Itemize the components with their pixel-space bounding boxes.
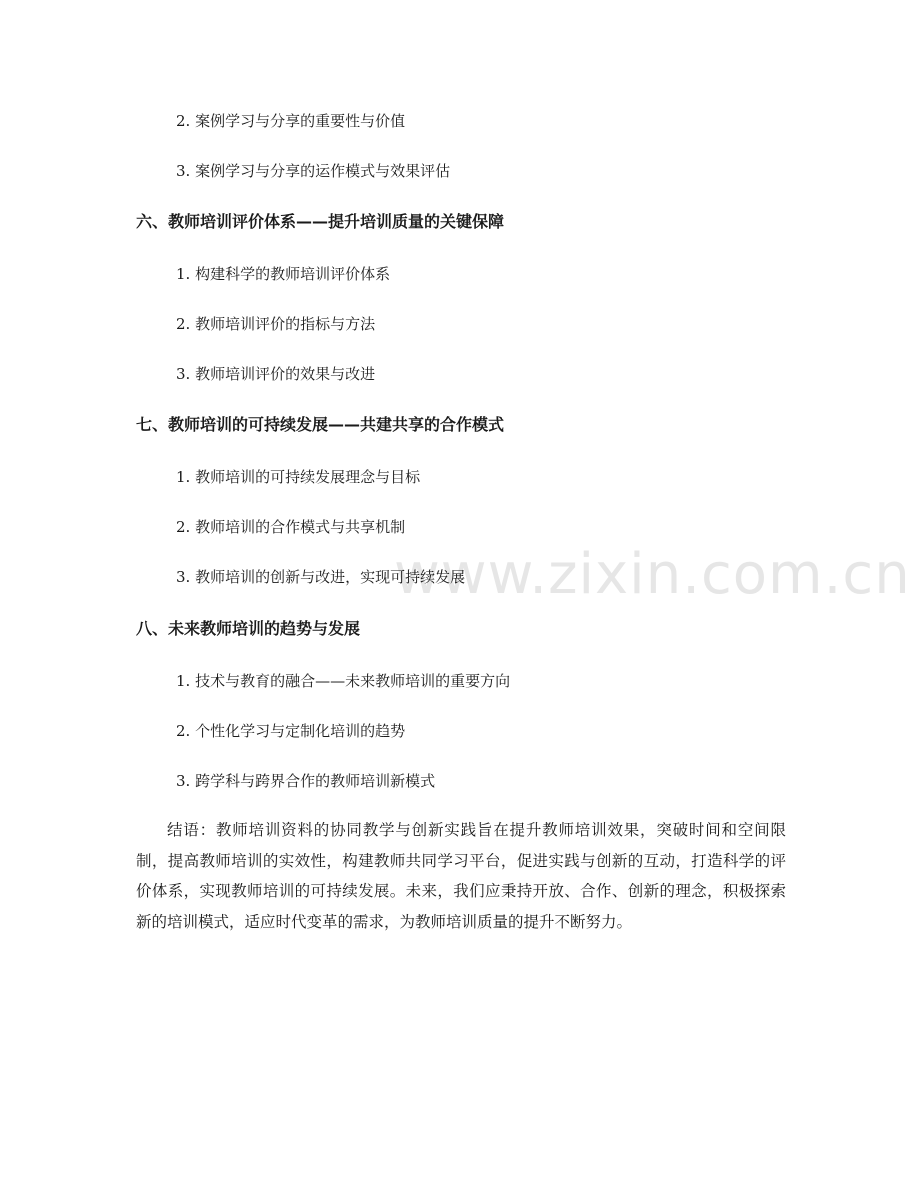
section-heading-7: 七、教师培训的可持续发展——共建共享的合作模式 [136, 415, 505, 434]
list-item: 2. 教师培训的合作模式与共享机制 [176, 518, 406, 536]
list-item: 3. 跨学科与跨界合作的教师培训新模式 [176, 772, 436, 790]
section-heading-6: 六、教师培训评价体系——提升培训质量的关键保障 [136, 212, 505, 231]
list-item: 2. 教师培训评价的指标与方法 [176, 315, 376, 333]
list-item: 1. 技术与教育的融合——未来教师培训的重要方向 [176, 672, 511, 690]
list-item: 3. 案例学习与分享的运作模式与效果评估 [176, 162, 451, 180]
list-item: 3. 教师培训评价的效果与改进 [176, 365, 376, 383]
list-item: 3. 教师培训的创新与改进，实现可持续发展 [176, 568, 466, 586]
list-item: 2. 个性化学习与定制化培训的趋势 [176, 722, 406, 740]
list-item: 1. 教师培训的可持续发展理念与目标 [176, 468, 421, 486]
list-item: 1. 构建科学的教师培训评价体系 [176, 265, 391, 283]
watermark: www.zixin.com.cn [394, 542, 911, 607]
list-item: 2. 案例学习与分享的重要性与价值 [176, 112, 406, 130]
section-heading-8: 八、未来教师培训的趋势与发展 [136, 619, 361, 638]
conclusion-paragraph: 结语：教师培训资料的协同教学与创新实践旨在提升教师培训效果，突破时间和空间限制，提高教师培训的实效性，构建教师共同学习平台，促进实践与创新的互动，打造科学的评价体系，实现教师培训的可持续发展。未来，我们应秉持开放、合作、创新的理念，积极探索新的培训模式，适应时代变革的需求，为教师培训质量的提升不断努力。 [136, 821, 786, 931]
